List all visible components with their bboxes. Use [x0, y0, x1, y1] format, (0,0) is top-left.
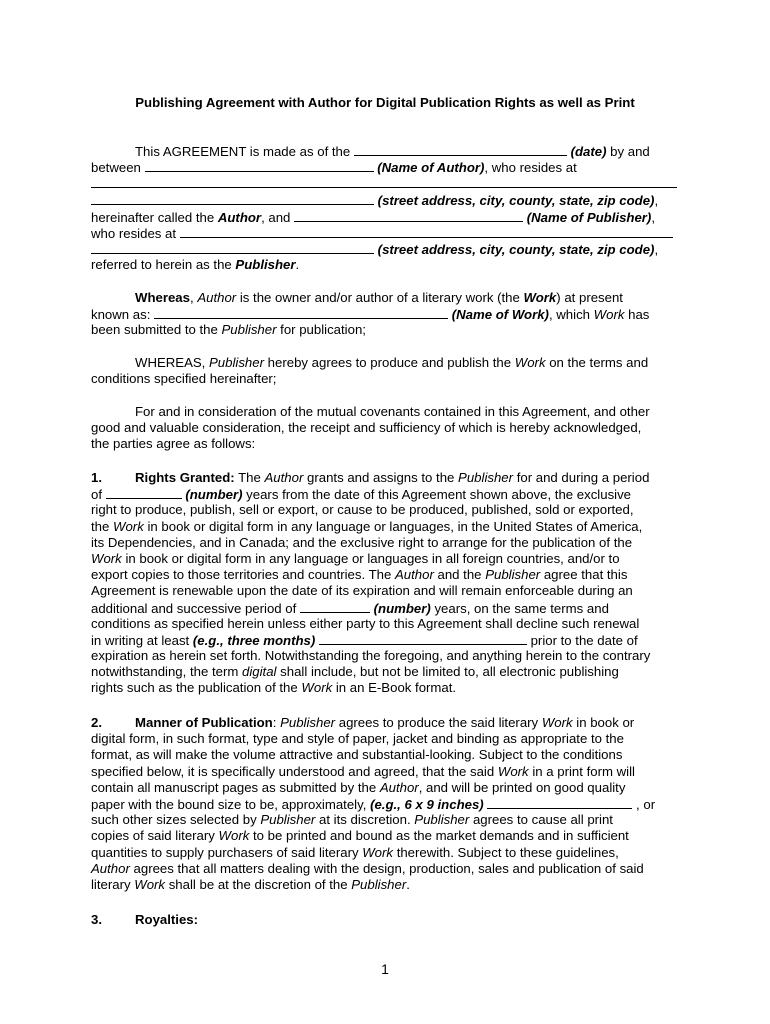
body-text: in book or digital form in any language or languages in all foreign countries, and/or to — [125, 550, 620, 566]
author-term: Author — [217, 209, 262, 225]
body-text: therewith. Subject to these guidelines, — [396, 844, 619, 860]
body-text: in book or digital form in any language or languages, in the United States of America, — [147, 518, 643, 534]
intro-text: hereinafter called the — [91, 209, 215, 225]
author-term: Author — [394, 567, 434, 583]
body-text: of — [91, 487, 102, 503]
body-text: agrees to produce the said literary — [338, 715, 539, 730]
work-term: Work — [541, 715, 573, 730]
body-text: , or — [636, 796, 656, 812]
work-term: Work — [497, 763, 529, 779]
body-text: agrees to cause all print — [472, 812, 613, 828]
body-text: years, on the same terms and — [434, 600, 609, 616]
body-text: has — [628, 307, 650, 323]
body-text: format, as will make the volume attractive and substantial-looking. Subject to the conditions — [91, 747, 623, 763]
body-text: notwithstanding, the term — [91, 664, 239, 680]
work-term: Work — [362, 844, 394, 860]
work-term: Work — [134, 876, 166, 892]
whereas-paragraph-1: Whereas, Author is the owner and/or author of a literary work (the Work) at present known as: (Name of Work), which Work has been submitted to the Publisher for publication; — [91, 290, 650, 338]
intro-paragraph — [91, 143, 681, 273]
body-text: right to produce, publish, sell or export, or cause to be produced, published, sold or exported, — [91, 502, 634, 518]
work-term: Work — [113, 518, 144, 534]
body-text: quantities to supply purchasers of said literary — [91, 844, 359, 860]
size-blank — [487, 796, 632, 809]
digital-term: digital — [242, 664, 277, 680]
period-number-blank — [106, 486, 182, 499]
body-text: WHEREAS, — [135, 355, 206, 370]
body-text: additional and successive period of — [91, 600, 297, 616]
publisher-term: Publisher — [280, 715, 336, 730]
body-text: The — [238, 470, 261, 485]
publisher-term: Publisher — [485, 567, 541, 583]
intro-text: , who resides at — [484, 160, 577, 176]
renewal-number-blank — [300, 600, 370, 613]
body-text: grants and assigns to the — [307, 470, 455, 485]
author-term: Author — [379, 779, 419, 795]
body-text: on the terms and — [549, 355, 649, 370]
intro-text: This AGREEMENT is made as of the — [135, 144, 351, 159]
body-text: For and in consideration of the mutual covenants contained in this Agreement, and other — [135, 404, 650, 419]
publisher-term: Publisher — [351, 876, 407, 892]
intro-text: who resides at — [91, 225, 177, 241]
body-text: contain all manuscript pages as submitted by the — [91, 779, 377, 795]
body-text: digital form, in such format, type and style of paper, jacket and binding as appropriate to the — [91, 731, 624, 747]
work-term: Work — [301, 680, 333, 696]
work-term: Work — [523, 290, 557, 305]
intro-text: , and — [261, 209, 291, 225]
body-text: in an E-Book format. — [335, 680, 457, 696]
publisher-name-blank — [294, 209, 523, 222]
number-label: (number) — [185, 487, 243, 503]
date-blank — [354, 143, 567, 156]
work-term: Work — [218, 828, 250, 844]
intro-text: between — [91, 160, 141, 176]
work-term: Work — [514, 355, 546, 370]
author-term: Author — [197, 290, 237, 305]
address-blank — [91, 241, 374, 254]
body-text: the parties agree as follows: — [91, 436, 256, 452]
body-text: copies of said literary — [91, 828, 215, 844]
body-text: shall be at the discretion of the — [168, 876, 348, 892]
publisher-term: Publisher — [458, 470, 514, 485]
section-number: 3. — [91, 912, 102, 927]
punctuation: , — [654, 193, 659, 209]
body-text: its Dependencies, and in Canada; and the exclusive right to arrange for the publication of the — [91, 534, 633, 550]
body-text: Agreement is renewable upon the date of its expiration and will remain enforceable during an — [91, 583, 633, 599]
author-term: Author — [264, 470, 304, 485]
work-term: Work — [91, 550, 122, 566]
body-text: expiration as herein set forth. Notwithstanding the foregoing, and anything herein to the contrary — [91, 648, 651, 664]
body-text: hereby agrees to produce and publish the — [267, 355, 512, 370]
publisher-term: Publisher — [209, 355, 264, 370]
punctuation: , — [654, 241, 659, 257]
author-name-label: (Name of Author) — [377, 160, 485, 176]
body-text: agrees that all matters dealing with the design, production, sales and publication of said — [133, 860, 644, 876]
work-name-label: (Name of Work) — [451, 307, 549, 323]
punctuation: , — [651, 209, 655, 225]
address-label: (street address, city, county, state, zip code) — [377, 193, 655, 209]
body-text: the — [91, 518, 110, 534]
body-text: to be printed and bound as the market demands and in sufficient — [253, 828, 629, 844]
body-text: export copies to those territories and countries. The — [91, 567, 392, 583]
body-text: and the — [437, 567, 482, 583]
work-term: Work — [593, 307, 625, 323]
number-label: (number) — [373, 600, 431, 616]
whereas-paragraph-2 — [91, 355, 681, 387]
consideration-paragraph — [91, 404, 681, 453]
body-text: shall include, but not be limited to, all electronic publishing — [280, 664, 619, 680]
body-text: ) at present — [556, 290, 623, 305]
author-term: Author — [91, 860, 130, 876]
size-label: (e.g., 6 x 9 inches) — [370, 796, 484, 812]
body-text: such other sizes selected by — [91, 812, 257, 828]
body-text: paper with the bound size to be, approximately, — [91, 796, 367, 812]
body-text: specified below, it is specifically understood and agreed, that the said — [91, 763, 495, 779]
body-text: is the owner and/or author of a literary work (the — [239, 290, 520, 305]
body-text: rights such as the publication of the — [91, 680, 298, 696]
punctuation: : — [272, 715, 277, 730]
body-text: at its discretion. — [319, 812, 411, 828]
section-number: 1. — [91, 470, 102, 485]
document-title: Publishing Agreement with Author for Digital Publication Rights as well as Print — [135, 95, 635, 110]
section-3 — [91, 912, 681, 928]
body-text: conditions as specified herein unless either party to this Agreement shall decline such renewal — [91, 615, 640, 631]
work-name-blank — [154, 306, 448, 319]
page-number: 1 — [381, 961, 389, 977]
address-blank — [91, 175, 677, 188]
section-heading: Rights Granted: — [135, 470, 235, 485]
body-text: conditions specified hereinafter; — [91, 371, 277, 387]
publisher-name-label: (Name of Publisher) — [526, 209, 652, 225]
publisher-term: Publisher — [260, 812, 316, 828]
body-text: in a print form will — [532, 763, 635, 779]
date-label: (date) — [570, 144, 607, 159]
body-text: agree that this — [543, 567, 628, 583]
publisher-term: Publisher — [221, 322, 277, 338]
body-text: literary — [91, 876, 131, 892]
section-heading: Royalties: — [135, 912, 199, 927]
body-text: prior to the date of — [530, 632, 638, 648]
body-text: years from the date of this Agreement shown above, the exclusive — [246, 487, 632, 503]
intro-text: by and — [610, 144, 650, 159]
punctuation: . — [295, 257, 300, 273]
address-label: (street address, city, county, state, zip code) — [377, 241, 655, 257]
notice-period-blank — [319, 632, 527, 645]
body-text: for publication; — [280, 322, 366, 338]
section-2 — [91, 715, 681, 893]
body-text: for and during a period — [516, 470, 650, 485]
publisher-term: Publisher — [235, 257, 296, 273]
author-name-blank — [145, 159, 374, 172]
months-label: (e.g., three months) — [192, 632, 316, 648]
section-number: 2. — [91, 715, 102, 730]
body-text: , and will be printed on good quality — [418, 779, 626, 795]
body-text: known as: — [91, 307, 151, 323]
body-text: in book or — [576, 715, 635, 730]
punctuation: . — [406, 876, 410, 892]
address-blank — [180, 225, 673, 238]
body-text: been submitted to the — [91, 322, 218, 338]
publisher-term: Publisher — [414, 812, 470, 828]
address-blank — [91, 192, 374, 205]
whereas-term: Whereas — [135, 290, 190, 305]
section-1 — [91, 470, 681, 697]
body-text: good and valuable consideration, the receipt and sufficiency of which is hereby acknowledged, — [91, 420, 642, 436]
body-text: in writing at least — [91, 632, 190, 648]
section-heading: Manner of Publication — [135, 715, 273, 730]
body-text: , which — [548, 307, 590, 323]
intro-text: referred to herein as the — [91, 257, 232, 273]
